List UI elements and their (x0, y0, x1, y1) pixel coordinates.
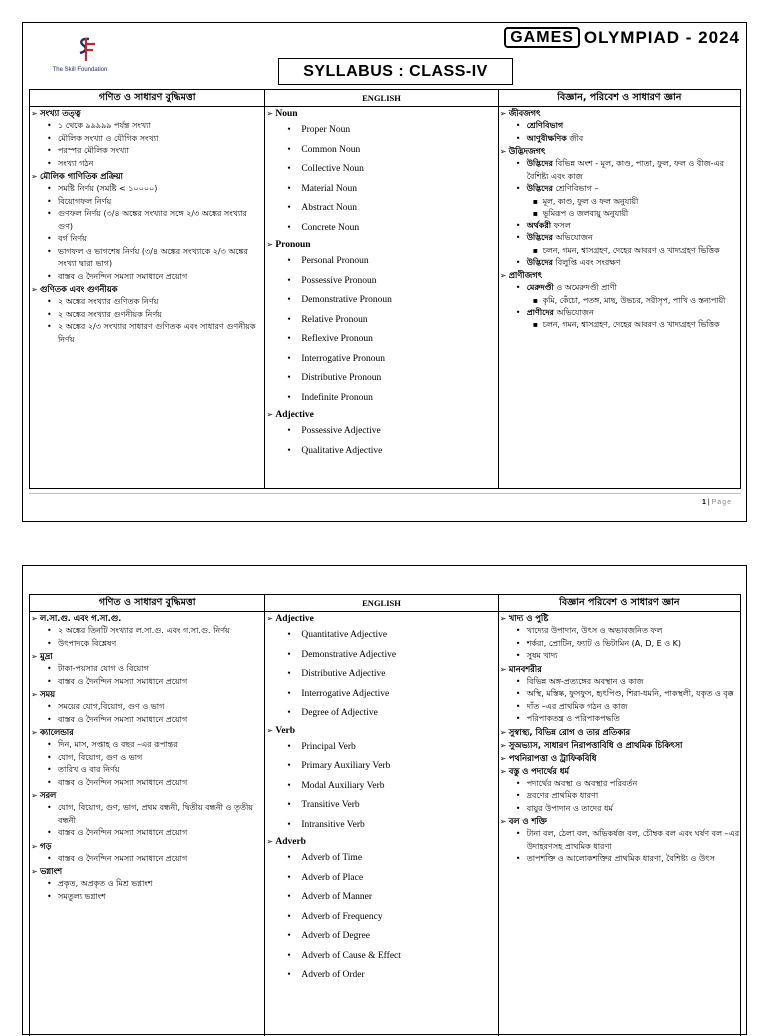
column-header: ENGLISH (265, 595, 497, 612)
topic-list (499, 107, 740, 331)
column-english (264, 595, 497, 1036)
topic-heading: ➢ মানবশরীর (499, 663, 740, 676)
column-english (264, 90, 497, 488)
games-olympiad-brand (504, 27, 740, 48)
olympiad-title: OLYMPIAD - 2024 (583, 27, 740, 47)
foundation-name: The Skill Foundation (52, 67, 108, 73)
subtopic-item: • Possessive Adjective (265, 422, 497, 442)
subtopic-item: • দাঁত –এর প্রাথমিক গঠন ও কাজ (499, 701, 740, 714)
topic-heading: ➢ গুণিতক এবং গুণনীয়ক (30, 283, 264, 296)
page-label: Page (711, 499, 732, 506)
subtopic-item: • সময়ের যোগ,বিয়োগ, গুণ ও ভাগ (30, 701, 264, 714)
subtopic-item: • Proper Noun (265, 121, 497, 141)
subtopic-item: • টানা বল, ঠেলা বল, অভিকর্ষজ বল, চৌম্বক বল এবং ঘর্ষণ বল –এর উদাহরণসহ প্রাথমিক ধারণা (499, 828, 740, 853)
subtopic-item: • গুণফল নির্ণয় (৩/৪ অঙ্কের সংখ্যার সঙ্গে ২/৩ অঙ্কের সংখ্যার গুণ) (30, 208, 264, 233)
subtopic-item: • Distributive Pronoun (265, 369, 497, 389)
topic-heading: ➢ ল.সা.গু. এবং গ.সা.গু. (30, 612, 264, 625)
bold-term: উদ্ভিদের (526, 184, 553, 193)
subtopic-item: • Intransitive Verb (265, 816, 497, 836)
topic-heading: ➢ জীবজগৎ (499, 107, 740, 120)
term-text: অভিযোজন (553, 307, 594, 317)
subtopic-item: • Reflexive Pronoun (265, 330, 497, 350)
column-science (498, 595, 740, 1036)
syllabus-table (29, 89, 741, 489)
subtopic-item: • ২ অঙ্কের সংখ্যার গুণনীয়ক নির্ণয় (30, 309, 264, 322)
subtopic-item: • পরস্পর মৌলিক সংখ্যা (30, 145, 264, 158)
subtopic-item: • Concrete Noun (265, 219, 497, 239)
sf-logo-icon (72, 35, 100, 63)
subtopic-item: • পদার্থের অবস্থা ও অবস্থার পরিবর্তন (499, 778, 740, 791)
topic-heading: ➢ Adverb (265, 835, 497, 849)
subtopic-item: • বিয়োগফল নির্ণয় (30, 196, 264, 209)
subtopic-item: • Modal Auxiliary Verb (265, 777, 497, 797)
column-header: ENGLISH (265, 90, 497, 107)
bold-term: প্রাণীদের (526, 307, 554, 317)
subtopic-item: • Demonstrative Adjective (265, 646, 497, 666)
topic-heading: ➢ ক্যালেন্ডার (30, 726, 264, 739)
term-text: জীব (566, 133, 584, 143)
topic-heading: ➢ উদ্ভিদজগৎ (499, 145, 740, 158)
subtopic-item: • ১ থেকে ৯৯৯৯৯ পর্যন্ত সংখ্যা (30, 120, 264, 133)
column-science (498, 90, 740, 488)
subtopic-item: • বাস্তব ও দৈনন্দিন সমস্যা সমাধানে প্রয়োগ (30, 827, 264, 840)
bold-term: শ্রেণিবিভাগ (526, 121, 564, 130)
subtopic-item: • তাপশক্তি ও আলোকশক্তির প্রাথমিক ধারণা, বৈশিষ্ট্য ও উৎস (499, 853, 740, 866)
column-header: বিজ্ঞান, পরিবেশ ও সাধারণ জ্ঞান (499, 90, 740, 107)
subtopic-item: • Relative Pronoun (265, 311, 497, 331)
column-header: বিজ্ঞান পরিবেশ ও সাধারণ জ্ঞান (499, 595, 740, 612)
subtopic-item: • সমতুল্য ভগ্নাংশ (30, 891, 264, 904)
subtopic-item: • সুষম খাদ্য (499, 650, 740, 663)
subtopic-item: • পরিপাকতন্ত্র ও পরিপাকপদ্ধতি (499, 713, 740, 726)
subtopic-item: • Possessive Pronoun (265, 272, 497, 292)
subtopic-item: • ২ অঙ্কের সংখ্যার গুণিতক নির্ণয় (30, 296, 264, 309)
bold-term: উদ্ভিদের (526, 257, 553, 267)
subtopic-item: • ভাগফল ও ভাগশেষ নির্ণয় (৩/৪ অঙ্কের সংখ্যাকে ২/৩ অঙ্কের সংখ্যা দ্বারা ভাগ) (30, 246, 264, 271)
subtopic-item: • দিন, মাস, সপ্তাহ ও বছর –এর রূপান্তর (30, 739, 264, 752)
topic-list (265, 107, 497, 461)
topic-heading: ➢ সুঅভ্যাস, সাধারণ নিরাপত্তাবিধি ও প্রাথমিক চিকিৎসা (499, 739, 740, 752)
subtopic-item: • সংখ্যা গঠন (30, 158, 264, 171)
topic-heading: ➢ পথনিরাপত্তা ও ট্রাফিকবিধি (499, 752, 740, 765)
subtopic-item: • দ্রবণের প্রাথমিক ধারণা (499, 790, 740, 803)
topic-heading: ➢ বল ও শক্তি (499, 815, 740, 828)
subtopic-item: • Collective Noun (265, 160, 497, 180)
column-header: গণিত ও সাধারণ বুদ্ধিমত্তা (30, 595, 264, 612)
subtopic-item: • বিভিন্ন অঙ্গ-প্রত্যঙ্গের অবস্থান ও কাজ (499, 676, 740, 689)
subtopic-item: • সমষ্টি নির্ণয় (সমষ্টি < ১০০০০) (30, 183, 264, 196)
subtopic-item (499, 307, 740, 320)
term-text: অভিযোজন (552, 233, 593, 242)
subtopic-item: • Degree of Adjective (265, 704, 497, 724)
topic-heading: ➢ Adjective (265, 612, 497, 626)
subtopic-item (499, 133, 740, 146)
bold-term: মেরুদণ্ডী (526, 283, 554, 292)
subtopic-item (499, 257, 740, 270)
subtopic-item: • যোগ, বিয়োগ, গুণ ও ভাগ (30, 752, 264, 765)
subtopic-item (499, 120, 740, 133)
subtopic-item: • Material Noun (265, 180, 497, 200)
subtopic-item: • বর্গ নির্ণয় (30, 233, 264, 246)
subtopic-item: • Interrogative Pronoun (265, 350, 497, 370)
skill-foundation-logo (52, 35, 116, 73)
subtopic-item: • Primary Auxiliary Verb (265, 757, 497, 777)
column-math (30, 595, 264, 1036)
term-text: শ্রেণিবিভাগ – (552, 184, 599, 193)
topic-heading: ➢ বস্তু ও পদার্থের ধর্ম (499, 765, 740, 778)
bold-term: আণুবীক্ষণিক (526, 133, 567, 143)
document-page-1 (22, 22, 747, 522)
subtopic-item: • ২ অঙ্কের তিনটি সংখ্যার ল.সা.গু. এবং গ.সা.গু. নির্ণয় (30, 625, 264, 638)
subtopic-item: • Personal Pronoun (265, 252, 497, 272)
document-page-2 (22, 565, 747, 1035)
subtopic-item: • Principal Verb (265, 738, 497, 758)
subtopic-item: • Adverb of Cause & Effect (265, 947, 497, 967)
topic-heading: ➢ সময় (30, 688, 264, 701)
subtopic-item: • Adverb of Time (265, 849, 497, 869)
subtopic-item: • Adverb of Frequency (265, 908, 497, 928)
topic-heading: ➢ Verb (265, 724, 497, 738)
subtopic-item: • অস্থি, মস্তিষ্ক, ফুসফুস, হৃৎপিণ্ড, শিরা-ধমনি, পাকস্থলী, যকৃত ও বৃক্ক (499, 688, 740, 701)
subtopic-item: • Common Noun (265, 141, 497, 161)
topic-list (30, 612, 264, 903)
topic-heading: ➢ Adjective (265, 408, 497, 422)
subtopic-item: • বাস্তব ও দৈনন্দিন সমস্যা সমাধানে প্রয়োগ (30, 714, 264, 727)
topic-heading: ➢ সরল (30, 789, 264, 802)
bold-term: উদ্ভিদের (526, 233, 553, 242)
topic-heading: ➢ মৌলিক গাণিতিক প্রক্রিয়া (30, 170, 264, 183)
topic-heading: ➢ খাদ্য ও পুষ্টি (499, 612, 740, 625)
topic-heading: ➢ Noun (265, 107, 497, 121)
subtopic-item (499, 232, 740, 245)
subtopic-item: • Adverb of Order (265, 966, 497, 986)
column-math (30, 90, 264, 488)
subtopic-item: • বাস্তব ও দৈনন্দিন সমস্যা সমাধানে প্রয়োগ (30, 271, 264, 284)
subtopic-item: • উৎপাদকে বিশ্লেষণ (30, 638, 264, 651)
subtopic-item (499, 183, 740, 196)
term-text: বিলুপ্তি এবং সংরক্ষণ (552, 257, 621, 267)
topic-heading: ➢ গড় (30, 840, 264, 853)
subtopic-item: • Qualitative Adjective (265, 442, 497, 462)
bold-term: উদ্ভিদের (526, 159, 553, 168)
subtopic-item: • শর্করা, প্রোটিন, ফ্যাট ও ভিটামিন (A, D, E ও K) (499, 638, 740, 651)
page-number: 1 | Page (702, 499, 732, 506)
topic-heading: ➢ Pronoun (265, 238, 497, 252)
subtopic-item: • Quantitative Adjective (265, 626, 497, 646)
topic-heading: ➢ সংখ্যা তত্ত্ব (30, 107, 264, 120)
subtopic-item: • টাকা-পয়সার যোগ ও বিয়োগ (30, 663, 264, 676)
syllabus-title: SYLLABUS : CLASS-IV (278, 58, 513, 85)
topic-list (265, 612, 497, 986)
sub-subtopic-item: ▪ মূল, কাণ্ড, ফুল ও ফল অনুযায়ী (499, 196, 740, 208)
subtopic-item: • যোগ, বিয়োগ, গুণ, ভাগ, প্রথম বন্ধনী, দ্বিতীয় বন্ধনী ও তৃতীয় বন্ধনী (30, 802, 264, 827)
subtopic-item: • Interrogative Adjective (265, 685, 497, 705)
games-logo: GAMES (504, 27, 580, 48)
subtopic-item: • প্রকৃত, অপ্রকৃত ও মিশ্র ভগ্নাংশ (30, 878, 264, 891)
subtopic-item (499, 220, 740, 233)
sub-subtopic-item: ▪ ভূমিরূপ ও জলবায়ু অনুযায়ী (499, 208, 740, 220)
bold-term: অর্থকরী (526, 220, 552, 230)
subtopic-item: • Indefinite Pronoun (265, 389, 497, 409)
subtopic-item: • Adverb of Place (265, 869, 497, 889)
subtopic-item: • বায়ুর উপাদান ও তাদের ধর্ম (499, 803, 740, 816)
subtopic-item: • বাস্তব ও দৈনন্দিন সমস্যা সমাধানে প্রয়োগ (30, 777, 264, 790)
syllabus-table (29, 594, 741, 1036)
term-text: ফসল (551, 220, 571, 230)
subtopic-item: • মৌলিক সংখ্যা ও যৌগিক সংখ্যা (30, 133, 264, 146)
sub-subtopic-item: ▪ চলন, গমন, শ্বাসগ্রহণ, দেহের আবরণ ও খাদ্যগ্রহণ ভিত্তিক (499, 245, 740, 257)
topic-list (499, 612, 740, 866)
subtopic-item (499, 158, 740, 183)
term-text: বিভিন্ন অংশ - মূল, কাণ্ড, পাতা, ফুল, ফল ও বীজ-এর বৈশিষ্ট্য এবং কাজ (526, 159, 725, 181)
topic-list (30, 107, 264, 346)
subtopic-item: • Distributive Adjective (265, 665, 497, 685)
subtopic-item: • খাদ্যের উপাদান, উৎস ও অভাবজনিত ফল (499, 625, 740, 638)
subtopic-item (499, 282, 740, 295)
sub-subtopic-item: ▪ কৃমি, কেঁচো, পতঙ্গ, মাছ, উভচর, সরীসৃপ, পাখি ও স্তন্যপায়ী (499, 295, 740, 307)
subtopic-item: • তারিখ ও বার নির্ণয় (30, 764, 264, 777)
topic-heading: ➢ মুদ্রা (30, 650, 264, 663)
term-text: ও অমেরুদণ্ডী প্রাণী (553, 283, 617, 292)
subtopic-item: • বাস্তব ও দৈনন্দিন সমস্যা সমাধানে প্রয়োগ (30, 853, 264, 866)
subtopic-item: • Adverb of Manner (265, 888, 497, 908)
topic-heading: ➢ সুস্বাস্থ্য, বিভিন্ন রোগ ও তার প্রতিকার (499, 726, 740, 739)
subtopic-item: • Adverb of Degree (265, 927, 497, 947)
sub-subtopic-item: ▪ চলন, গমন, শ্বাসগ্রহণ, দেহের আবরণ ও খাদ্যগ্রহণ ভিত্তিক (499, 319, 740, 331)
footer-divider (29, 493, 741, 494)
subtopic-item: • Transitive Verb (265, 796, 497, 816)
subtopic-item: • Abstract Noun (265, 199, 497, 219)
topic-heading: ➢ ভগ্নাংশ (30, 865, 264, 878)
topic-heading: ➢ প্রাণীজগৎ (499, 269, 740, 282)
subtopic-item: • বাস্তব ও দৈনন্দিন সমস্যা সমাধানে প্রয়োগ (30, 676, 264, 689)
column-header: গণিত ও সাধারণ বুদ্ধিমত্তা (30, 90, 264, 107)
page-number-value: 1 (702, 499, 706, 506)
subtopic-item: • Demonstrative Pronoun (265, 291, 497, 311)
subtopic-item: • ২ অঙ্কের ২/৩ সংখ্যার সাধারণ গুণিতক এবং সাধারণ গুণনীয়ক নির্ণয় (30, 321, 264, 346)
